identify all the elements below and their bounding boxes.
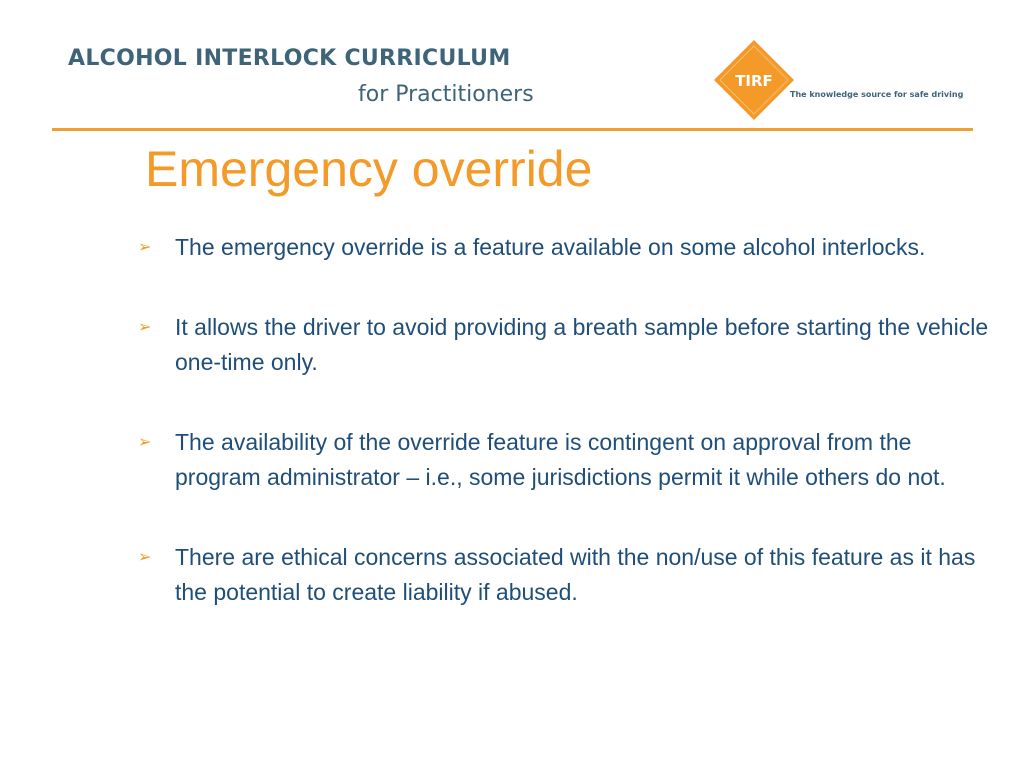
- bullet-list: [138, 230, 998, 655]
- bullet-item: [138, 230, 998, 265]
- tirf-logo: [714, 40, 794, 120]
- bullet-arrow-icon: ➢: [138, 434, 152, 451]
- header-title: ALCOHOL INTERLOCK CURRICULUM: [68, 46, 511, 71]
- bullet-arrow-icon: ➢: [138, 549, 152, 566]
- bullet-text: It allows the driver to avoid providing a breath sample before starting the vehicle one-time only.: [175, 314, 989, 375]
- header-subtitle: for Practitioners: [358, 82, 534, 107]
- bullet-item: [138, 425, 998, 495]
- bullet-item: [138, 310, 998, 380]
- bullet-text: The availability of the override feature is contingent on approval from the program administrator – i.e., some jurisdictions permit it while others do not.: [175, 429, 946, 490]
- bullet-item: [138, 540, 998, 610]
- bullet-arrow-icon: ➢: [138, 319, 152, 336]
- tirf-diamond-icon: [714, 40, 794, 120]
- slide-title: Emergency override: [145, 141, 593, 197]
- bullet-text: The emergency override is a feature available on some alcohol interlocks.: [175, 234, 926, 260]
- logo-tagline: The knowledge source for safe driving: [790, 90, 964, 99]
- bullet-text: There are ethical concerns associated with the non/use of this feature as it has the potential to create liability if abused.: [175, 544, 976, 605]
- logo-text: TIRF: [735, 72, 773, 90]
- bullet-arrow-icon: ➢: [138, 239, 152, 256]
- header-divider: [52, 128, 973, 131]
